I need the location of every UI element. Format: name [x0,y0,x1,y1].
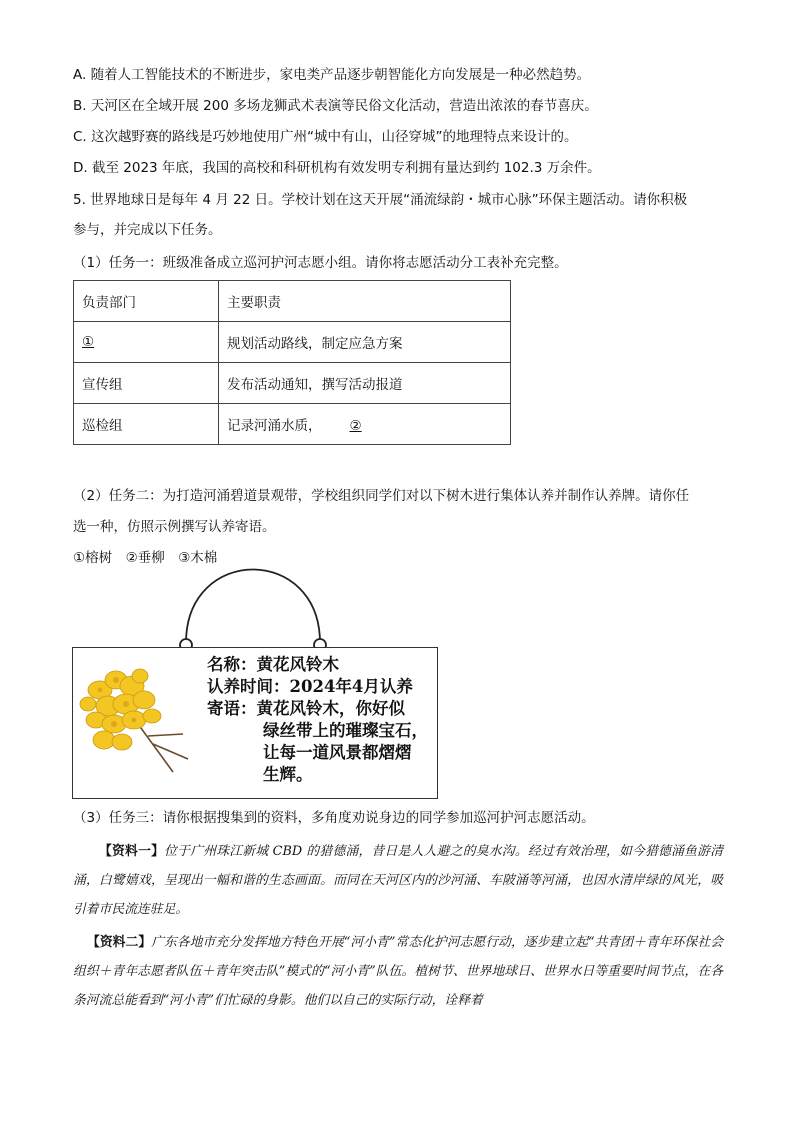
table-cell: 巡检组 [74,404,219,445]
blank-2-marker: ② [349,418,362,434]
material-1-tag: 【资料一】 [99,844,165,859]
material-1-text: 位于广州珠江新城 CBD 的猎德涌，昔日是人人避之的臭水沟。经过有效治理，如今猎德涌鱼游清涌，白鹭嬉戏，呈现出一幅和谐的生态画面。而同在天河区内的沙河涌、车陂涌等河涌，也因水清岸绿的风光，吸引着市民流连驻足。 [73,844,724,917]
material-2 [73,928,723,1015]
card-time: 认养时间：2024年4月认养 [207,677,413,696]
material-2-text: 广东各地市充分发挥地方特色开展“河小青”常态化护河志愿行动，逐步建立起“共青团＋青年环保社会组织＋青年志愿者队伍＋青年突击队”模式的“河小青”队伍。植树节、世界地球日、世界水日等重要时间节点，在各条河流总能看到“河小青”们忙碌的身影。他们以自己的实际行动，诠释着 [73,935,723,1008]
task2-line2: 选一种，仿照示例撰写认养寄语。 [73,519,276,535]
option-b: B. 天河区在全域开展 200 多场龙狮武术表演等民俗文化活动，营造出浓浓的春节喜庆。 [73,98,598,114]
table-cell: 记录河涌水质， ② [219,404,511,445]
card-message-cont: 绿丝带上的璀璨宝石， [263,721,428,740]
option-c: C. 这次越野赛的路线是巧妙地使用广州“城中有山，山径穿城”的地理特点来设计的。 [73,129,578,145]
option-a: A. 随着人工智能技术的不断进步，家电类产品逐步朝智能化方向发展是一种必然趋势。 [73,67,591,83]
tree-options: ①榕树 ②垂柳 ③木棉 [73,550,218,566]
material-1 [73,837,723,924]
task3-title: （3）任务三：请你根据搜集到的资料，多角度劝说身边的同学参加巡河护河志愿活动。 [73,810,595,826]
blank-1-marker: ① [82,334,95,350]
table-header-cell: 负责部门 [74,281,219,322]
question-5-line2: 参与，并完成以下任务。 [73,222,222,238]
card-message-cont: 生辉。 [263,765,313,784]
table-cell: 宣传组 [74,363,219,404]
yellow-flower-image [78,664,203,779]
task2-line1: （2）任务二：为打造河涌碧道景观带，学校组织同学们对以下树木进行集体认养并制作认养牌。请你任 [73,488,690,504]
table-cell: 发布活动通知，撰写活动报道 [219,363,511,404]
option-d: D. 截至 2023 年底，我国的高校和科研机构有效发明专利拥有量达到约 102.3 万余件。 [73,160,601,176]
table-header-cell: 主要职责 [219,281,511,322]
card-message: 寄语：黄花风铃木，你好似 [207,699,405,718]
table-cell: 规划活动路线，制定应急方案 [219,322,511,363]
task1-title: （1）任务一：班级准备成立巡河护河志愿小组。请你将志愿活动分工表补充完整。 [73,255,568,271]
question-5-line1: 5. 世界地球日是每年 4 月 22 日。学校计划在这天开展“涌流绿韵・城市心脉”环保主题活动。请你积极 [73,192,688,208]
material-2-tag: 【资料二】 [87,935,152,950]
card-message-cont: 让每一道风景都熠熠 [263,743,412,762]
card-name: 名称：黄花风铃木 [207,655,339,674]
